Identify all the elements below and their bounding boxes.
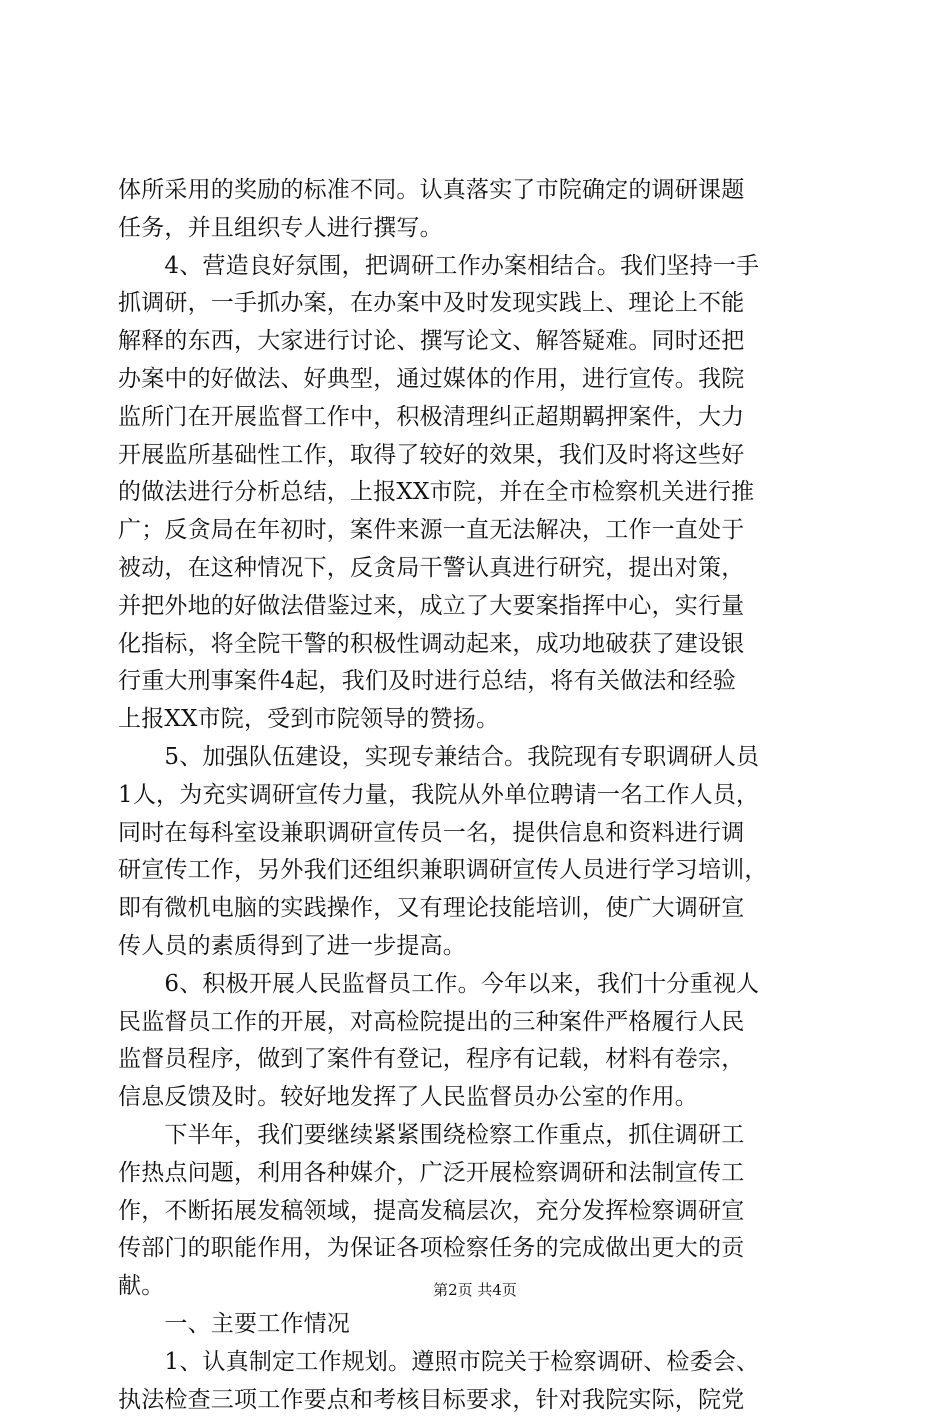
text-line: 1人，为充实调研宣传力量，我院从外单位聘请一名工作人员，: [118, 777, 838, 815]
text-line: 抓调研，一手抓办案，在办案中及时发现实践上、理论上不能: [118, 285, 838, 323]
page-footer: 第2页 共4页: [0, 1280, 950, 1300]
text-line: 上报XX市院，受到市院领导的赞扬。: [118, 701, 838, 739]
text-line: 6、积极开展人民监督员工作。今年以来，我们十分重视人: [118, 966, 838, 1004]
text-line: 同时在每科室设兼职调研宣传员一名，提供信息和资料进行调: [118, 815, 838, 853]
text-line: 4、营造良好氛围，把调研工作办案相结合。我们坚持一手: [118, 248, 838, 286]
text-line: 任务，并且组织专人进行撰写。: [118, 210, 838, 248]
text-line: 一、主要工作情况: [118, 1306, 838, 1344]
text-line: 执法检查三项工作要点和考核目标要求，针对我院实际，院党: [118, 1382, 838, 1419]
text-line: 即有微机电脑的实践操作，又有理论技能培训，使广大调研宣: [118, 890, 838, 928]
text-line: 献。: [118, 1268, 838, 1306]
text-line: 传部门的职能作用，为保证各项检察任务的完成做出更大的贡: [118, 1230, 838, 1268]
text-line: 解释的东西，大家进行讨论、撰写论文、解答疑难。同时还把: [118, 323, 838, 361]
text-line: 监所门在开展监督工作中，积极清理纠正超期羁押案件，大力: [118, 399, 838, 437]
text-line: 信息反馈及时。较好地发挥了人民监督员办公室的作用。: [118, 1079, 838, 1117]
text-line: 研宣传工作，另外我们还组织兼职调研宣传人员进行学习培训，: [118, 852, 838, 890]
text-line: 办案中的好做法、好典型，通过媒体的作用，进行宣传。我院: [118, 361, 838, 399]
text-line: 化指标，将全院干警的积极性调动起来，成功地破获了建设银: [118, 626, 838, 664]
text-line: 1、认真制定工作规划。遵照市院关于检察调研、检委会、: [118, 1344, 838, 1382]
text-line: 监督员程序，做到了案件有登记，程序有记载，材料有卷宗，: [118, 1041, 838, 1079]
text-line: 广；反贪局在年初时，案件来源一直无法解决，工作一直处于: [118, 512, 838, 550]
text-line: 的做法进行分析总结，上报XX市院，并在全市检察机关进行推: [118, 474, 838, 512]
text-line: 体所采用的奖励的标准不同。认真落实了市院确定的调研课题: [118, 172, 838, 210]
text-line: 民监督员工作的开展，对高检院提出的三种案件严格履行人民: [118, 1004, 838, 1042]
text-line: 行重大刑事案件4起，我们及时进行总结，将有关做法和经验: [118, 663, 838, 701]
text-line: 作热点问题，利用各种媒介，广泛开展检察调研和法制宣传工: [118, 1155, 838, 1193]
text-line: 5、加强队伍建设，实现专兼结合。我院现有专职调研人员: [118, 739, 838, 777]
text-line: 下半年，我们要继续紧紧围绕检察工作重点，抓住调研工: [118, 1117, 838, 1155]
text-line: 作，不断拓展发稿领域，提高发稿层次，充分发挥检察调研宣: [118, 1193, 838, 1231]
text-line: 传人员的素质得到了进一步提高。: [118, 928, 838, 966]
text-line: 被动，在这种情况下，反贪局干警认真进行研究，提出对策，: [118, 550, 838, 588]
text-line: 并把外地的好做法借鉴过来，成立了大要案指挥中心，实行量: [118, 588, 838, 626]
text-line: 开展监所基础性工作，取得了较好的效果，我们及时将这些好: [118, 437, 838, 475]
document-body: [118, 172, 838, 1419]
